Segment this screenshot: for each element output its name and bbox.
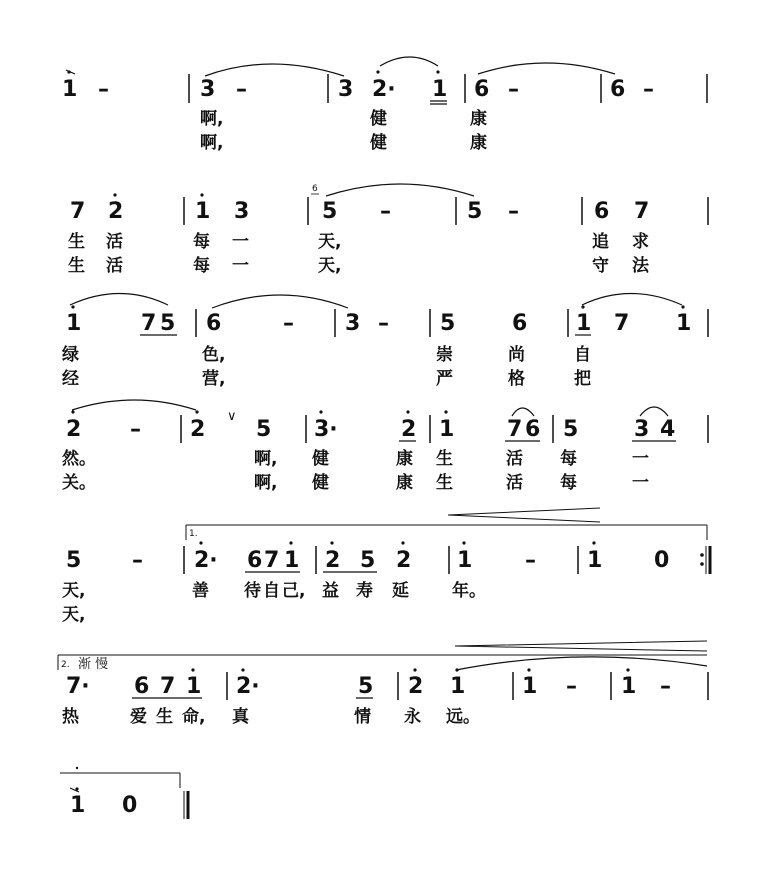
lyric: 自 — [263, 581, 280, 601]
lyric: 生 — [68, 232, 85, 252]
note: 6 — [610, 77, 626, 102]
note: 2 — [66, 417, 82, 442]
lyric: 经 — [62, 369, 79, 389]
octave-dot — [319, 410, 322, 413]
note: 3 — [634, 417, 650, 442]
note: 1 — [587, 548, 603, 573]
note-dash: – — [132, 548, 143, 573]
note: 2 — [401, 417, 417, 442]
lyric: 啊, — [200, 109, 224, 129]
octave-dot — [376, 70, 379, 73]
lyric: 关。 — [62, 473, 96, 493]
lyric: 啊, — [200, 133, 224, 153]
slur — [326, 184, 474, 196]
lyric: 生 — [436, 473, 453, 493]
note: 7 — [70, 199, 86, 224]
note-dash: – — [380, 199, 391, 224]
note: 3 — [338, 77, 354, 102]
lyric: 把 — [574, 369, 591, 389]
lyric: 天, — [62, 605, 86, 625]
lyric: 追 — [592, 232, 609, 252]
staff-row-7 — [60, 767, 188, 819]
note: 5 — [322, 199, 338, 224]
lyric: 天, — [62, 581, 86, 601]
note: 7· — [66, 674, 90, 699]
note: 2 — [108, 199, 124, 224]
slur — [640, 407, 668, 416]
volta-label: 1. — [189, 529, 198, 539]
note: 5 — [360, 548, 376, 573]
lyric: 热 — [62, 707, 79, 727]
lyric: 善 — [192, 581, 209, 601]
octave-dot — [199, 541, 202, 544]
lyric: 然。 — [62, 449, 96, 469]
lyric: 远。 — [446, 707, 480, 727]
note-dash: – — [525, 548, 536, 573]
lyric: 生 — [156, 707, 173, 727]
octave-dot — [436, 70, 439, 73]
lyric: 一 — [232, 232, 249, 252]
lyric: 每 — [560, 449, 577, 469]
lyric: 啊, — [254, 449, 278, 469]
slur — [512, 408, 534, 416]
note-dash: – — [283, 311, 294, 336]
octave-dot — [462, 541, 465, 544]
octave-dot — [592, 541, 595, 544]
note: 7 — [507, 417, 523, 442]
note: 2 — [408, 674, 424, 699]
lyric: 健 — [312, 449, 329, 469]
lyric: 健 — [370, 109, 387, 129]
lyric: 色, — [202, 345, 226, 365]
lyric: 康 — [396, 449, 413, 469]
octave-dot — [413, 668, 416, 671]
staff-row-5 — [62, 525, 710, 625]
repeat-dot — [700, 562, 704, 566]
note: 1 — [621, 674, 637, 699]
volta-label: 2. — [61, 660, 70, 670]
breath-mark: ∨ — [227, 409, 237, 424]
note-dash: – — [98, 77, 109, 102]
lyric: 一 — [632, 449, 649, 469]
lyric: 己, — [282, 581, 306, 601]
lyric: 法 — [632, 256, 649, 276]
slur — [456, 657, 707, 670]
note: 5 — [440, 311, 456, 336]
note: 0 — [122, 793, 138, 818]
slur — [66, 70, 75, 74]
lyric: 寿 — [356, 581, 373, 601]
lyric: 爱 — [130, 707, 147, 727]
note: 7 — [160, 674, 176, 699]
note: 5 — [563, 417, 579, 442]
note: 6 — [134, 674, 150, 699]
note-dash: – — [508, 199, 519, 224]
note: 1 — [195, 199, 211, 224]
decrescendo-hairpin — [448, 508, 600, 522]
lyric: 绿 — [62, 345, 79, 365]
slur — [380, 57, 438, 66]
note: 5 — [66, 548, 82, 573]
lyric: 活 — [506, 449, 523, 469]
lyric: 情 — [354, 707, 371, 727]
note: 7 — [264, 548, 280, 573]
note: 6 — [525, 417, 541, 442]
lyric: 天, — [318, 256, 342, 276]
note: 5 — [160, 311, 176, 336]
repeat-dot — [700, 553, 704, 557]
note: 1 — [576, 311, 592, 336]
lyric: 自 — [574, 345, 591, 365]
lyric: 每 — [193, 232, 210, 252]
note: 1 — [457, 548, 473, 573]
octave-dot — [71, 410, 74, 413]
lyric: 啊, — [254, 473, 278, 493]
note: 7 — [614, 311, 630, 336]
octave-dot — [76, 767, 78, 769]
note: 1 — [70, 793, 86, 818]
note: 7 — [141, 311, 157, 336]
note: 1 — [62, 77, 78, 102]
note-dash: – — [378, 311, 389, 336]
lyric: 一 — [232, 256, 249, 276]
lyric: 康 — [470, 133, 487, 153]
note: 6 — [247, 548, 263, 573]
lyric: 每 — [560, 473, 577, 493]
note: 1 — [439, 417, 455, 442]
lyric: 格 — [508, 369, 525, 389]
octave-dot — [113, 193, 116, 196]
staff-row-1 — [62, 57, 707, 153]
note: 6 — [206, 311, 222, 336]
lyric: 一 — [632, 473, 649, 493]
octave-dot — [330, 541, 333, 544]
lyric: 活 — [106, 232, 123, 252]
lyric: 永 — [404, 707, 421, 727]
octave-dot — [406, 410, 409, 413]
note-dash: – — [643, 77, 654, 102]
slur — [70, 294, 168, 306]
lyric: 尚 — [508, 345, 525, 365]
note: 1 — [676, 311, 692, 336]
octave-dot — [200, 193, 203, 196]
note: 7 — [634, 199, 650, 224]
note-dash: – — [130, 417, 141, 442]
lyric: 生 — [436, 449, 453, 469]
lyric: 守 — [592, 256, 609, 276]
lyric: 健 — [312, 473, 329, 493]
slur — [205, 64, 344, 76]
staff-row-3 — [62, 294, 708, 390]
lyric: 命, — [182, 707, 206, 727]
slur — [582, 294, 682, 306]
note: 1 — [522, 674, 538, 699]
lyric: 延 — [392, 581, 409, 601]
note: 6 — [512, 311, 528, 336]
note: 3 — [234, 199, 250, 224]
note: 4 — [660, 417, 676, 442]
lyric: 康 — [396, 473, 413, 493]
lyric: 营, — [202, 369, 226, 389]
note: 6 — [594, 199, 610, 224]
slur — [478, 63, 615, 74]
note: 3 — [200, 77, 216, 102]
note-dash: – — [236, 77, 247, 102]
note: 2 — [396, 548, 412, 573]
staff-row-6 — [58, 655, 708, 727]
lyric: 求 — [632, 232, 649, 252]
lyric: 健 — [370, 133, 387, 153]
note: 1 — [186, 674, 202, 699]
note: 1 — [450, 674, 466, 699]
octave-dot — [289, 541, 292, 544]
note: 1 — [66, 311, 82, 336]
octave-dot — [527, 668, 530, 671]
octave-dot — [681, 305, 684, 308]
lyric: 年。 — [452, 581, 486, 601]
note: 3 — [345, 311, 361, 336]
note-dash: – — [566, 674, 577, 699]
staff-row-4 — [62, 400, 708, 493]
tempo-marking: 渐 慢 — [78, 657, 109, 672]
octave-dot — [401, 541, 404, 544]
octave-dot — [241, 668, 244, 671]
octave-dot — [195, 410, 198, 413]
decrescendo-hairpin — [455, 641, 707, 651]
grace-note: 6 — [312, 184, 318, 194]
note: 1 — [432, 77, 448, 102]
staff-row-2 — [68, 184, 708, 276]
octave-dot — [444, 410, 447, 413]
slur — [72, 400, 196, 410]
note: 1 — [284, 548, 300, 573]
lyric: 活 — [106, 256, 123, 276]
note: 5 — [358, 674, 374, 699]
lyric: 待 — [244, 581, 261, 601]
note: 6 — [474, 77, 490, 102]
note: 3· — [314, 417, 338, 442]
lyric: 天, — [318, 232, 342, 252]
note: 5 — [256, 417, 272, 442]
note: 2 — [190, 417, 206, 442]
lyric: 每 — [193, 256, 210, 276]
lyric: 真 — [232, 707, 249, 727]
note: 2· — [194, 548, 218, 573]
slur — [212, 295, 348, 308]
octave-dot — [581, 305, 584, 308]
note-dash: – — [508, 77, 519, 102]
note: 2· — [372, 77, 396, 102]
octave-dot — [626, 668, 629, 671]
octave-dot — [191, 668, 194, 671]
note: 2 — [325, 548, 341, 573]
lyric: 生 — [68, 256, 85, 276]
lyric: 活 — [506, 473, 523, 493]
note: 5 — [467, 199, 483, 224]
note: 2· — [236, 674, 260, 699]
note: 0 — [654, 548, 670, 573]
lyric: 康 — [470, 109, 487, 129]
octave-dot — [71, 305, 74, 308]
note-dash: – — [660, 674, 671, 699]
lyric: 崇 — [436, 345, 453, 365]
lyric: 严 — [436, 369, 453, 389]
lyric: 益 — [322, 581, 339, 601]
